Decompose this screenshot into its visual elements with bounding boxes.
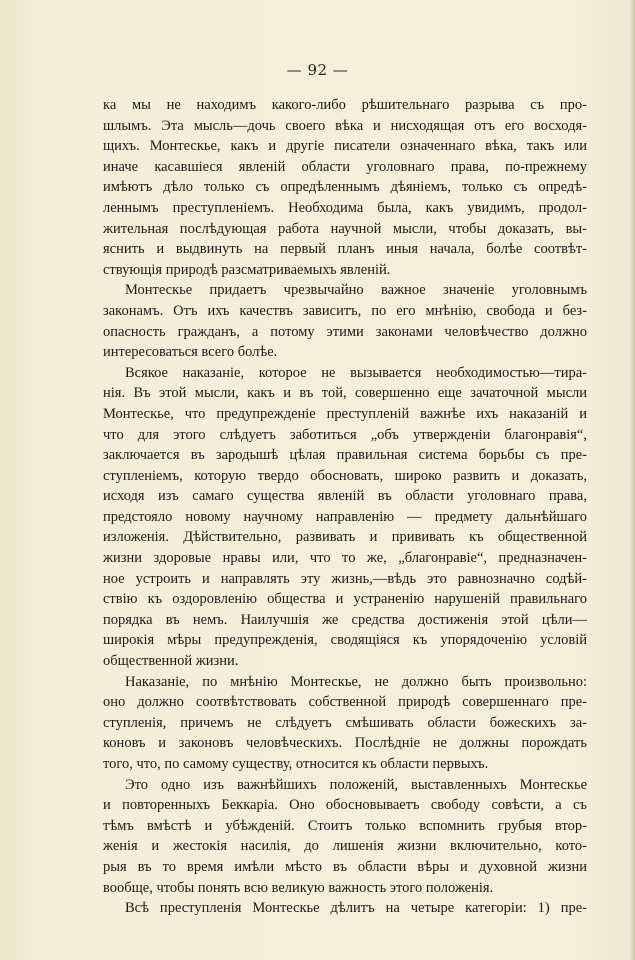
text-line: ступленія, причемъ не слѣдуетъ смѣшивать области божескихъ за- (103, 714, 587, 731)
text-line: ствующія природѣ разсматриваемыхъ явленій. (103, 261, 391, 278)
text-line: иначе касавшіеся явленій области уголовнаго права, по-прежнему (103, 158, 587, 175)
paragraph (103, 898, 587, 919)
text-line: оно должно соотвѣтствовать собственной природѣ совершеннаго пре- (103, 694, 587, 711)
text-line: того, что, по самому существу, относится къ области первыхъ. (103, 756, 489, 772)
body-text (103, 95, 587, 919)
text-line: Всякое наказаніе, которое не вызывается необходимостью—тира- (125, 364, 587, 381)
text-line: Монтескье, что предупрежденіе преступленій важнѣе ихъ наказаній и (103, 405, 587, 422)
text-line: законамъ. Отъ ихъ качествъ зависитъ, по его мнѣнію, свобода и без- (103, 302, 587, 319)
text-line: вообще, чтобы понять всю великую важность этого положенія. (103, 879, 494, 896)
text-line: женія и жестокія насилія, до лишенія жизни включительно, кото- (103, 838, 587, 855)
text-line: жизни здоровые нравы или, что то же, „благонравіе“, предназначен- (103, 550, 587, 567)
text-line: рыя въ то время имѣли мѣсто въ области вѣры и духовной жизни (103, 858, 587, 875)
text-line: изложенія. Дѣйствительно, развивать и прививать къ общественной (103, 529, 587, 546)
text-line: щихъ. Монтескье, какъ и другіе писатели означеннаго вѣка, такъ или (103, 138, 587, 155)
text-line: и повторенныхъ Беккаріа. Оно обосновываетъ свободу совѣсти, а съ (103, 797, 587, 814)
text-line: заключается въ зародышѣ цѣлая правильная система борьбы съ пре- (103, 447, 587, 464)
text-line: ствію къ оздоровленію общества и устраненію нарушеній правильнаго (103, 591, 587, 608)
text-line: леннымъ преступленіемъ. Необходима была, какъ увидимъ, продол- (103, 199, 587, 216)
text-line: шлымъ. Эта мысль—дочь своего вѣка и нисходящая отъ его восходя- (103, 117, 587, 134)
text-line: ное устроить и направлять эту жизнь,—вѣдь это равнозначно содѣй- (103, 570, 587, 587)
text-line: ка мы не находимъ какого-либо рѣшительнаго разрыва съ про- (103, 97, 587, 113)
page-edge-shadow (629, 0, 635, 960)
text-line: Монтескье придаетъ чрезвычайно важное значеніе уголовнымъ (125, 282, 587, 299)
text-line: ступленіемъ, которую твердо обосновать, широко развить и доказать, (103, 467, 587, 484)
text-line: Это одно изъ важнѣйшихъ положеній, выставленныхъ Монтескье (125, 776, 587, 793)
text-line: порядка въ немъ. Наилучшія же средства достиженія этой цѣли— (103, 611, 587, 628)
page-number: — 92 — (286, 61, 349, 79)
text-line: широкія мѣры предупрежденія, сводящіяся къ упорядоченію условій (103, 632, 587, 649)
text-line: опасность гражданъ, а потому этими законами человѣчество должно (103, 323, 587, 340)
text-line: жительная послѣдующая работа научной мысли, чтобы доказать, вы- (103, 220, 587, 237)
text-line: Наказаніе, по мнѣнію Монтескье, не должно быть произвольно: (125, 673, 587, 690)
text-line: что для этого слѣдуетъ заботиться „объ утвержденіи благонравія“, (103, 426, 587, 443)
text-line: нія. Въ этой мысли, какъ и въ той, совершенно еще зачаточной мысли (103, 385, 587, 402)
text-line: исходя изъ самаго существа явленій въ области уголовнаго права, (103, 488, 587, 505)
text-line: яснить и выдвинуть на первый планъ иныя начала, болѣе соотвѣт- (103, 241, 587, 258)
text-line: тѣмъ вмѣстѣ и убѣжденій. Стоитъ только вспомнить грубыя втор- (103, 817, 587, 834)
text-line: интересоваться всего болѣе. (103, 344, 278, 361)
text-line: предстояло новому научному направленію — предмету дальнѣйшаго (103, 508, 587, 525)
paragraph (103, 363, 587, 672)
text-line: общественной жизни. (103, 653, 239, 670)
paragraph (103, 775, 587, 899)
text-line: Всѣ преступленія Монтескье дѣлитъ на четыре категоріи: 1) пре- (125, 900, 587, 917)
paragraph (103, 95, 587, 280)
paragraph (103, 280, 587, 362)
paragraph (103, 672, 587, 775)
text-line: имѣютъ дѣло только съ опредѣленнымъ дѣяніемъ, только съ опредѣ- (103, 179, 587, 196)
text-line: коновъ и законовъ человѣческихъ. Послѣдніе не должны порождать (103, 735, 587, 752)
